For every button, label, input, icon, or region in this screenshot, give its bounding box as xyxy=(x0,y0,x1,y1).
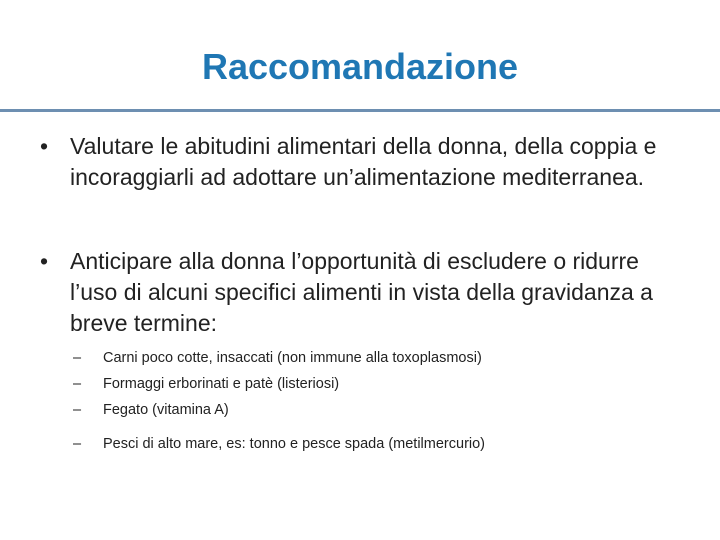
slide-title: Raccomandazione xyxy=(201,46,519,87)
bullet-marker: • xyxy=(40,133,49,159)
sub-bullet-marker: – xyxy=(73,376,82,392)
bullet-text: Anticipare alla donna l’opportunità di escludere o ridurre l’uso di alcuni specifici alimenti in vista della gravidanza a breve termine: xyxy=(70,248,653,336)
sub-bullet-item xyxy=(73,434,663,454)
sub-bullet-marker: – xyxy=(73,350,82,366)
sub-bullet-item xyxy=(73,348,663,368)
sub-bullet-text: Carni poco cotte, insaccati (non immune alla toxoplasmosi) xyxy=(103,350,482,366)
sub-bullet-item xyxy=(73,374,663,394)
sub-bullet-text: Fegato (vitamina A) xyxy=(103,402,229,418)
bullet-item xyxy=(40,131,680,193)
bullet-item xyxy=(40,246,680,339)
sub-bullet-marker: – xyxy=(73,402,82,418)
sub-bullet-marker: – xyxy=(73,436,82,452)
title-divider xyxy=(0,109,720,112)
sub-bullet-text: Pesci di alto mare, es: tonno e pesce spada (metilmercurio) xyxy=(103,436,486,452)
sub-bullet-item xyxy=(73,400,663,420)
bullet-marker: • xyxy=(40,248,49,274)
sub-bullet-text: Formaggi erborinati e patè (listeriosi) xyxy=(103,376,340,392)
bullet-text: Valutare le abitudini alimentari della donna, della coppia e incoraggiarli ad adottare un’alimentazione mediterranea. xyxy=(70,133,657,190)
